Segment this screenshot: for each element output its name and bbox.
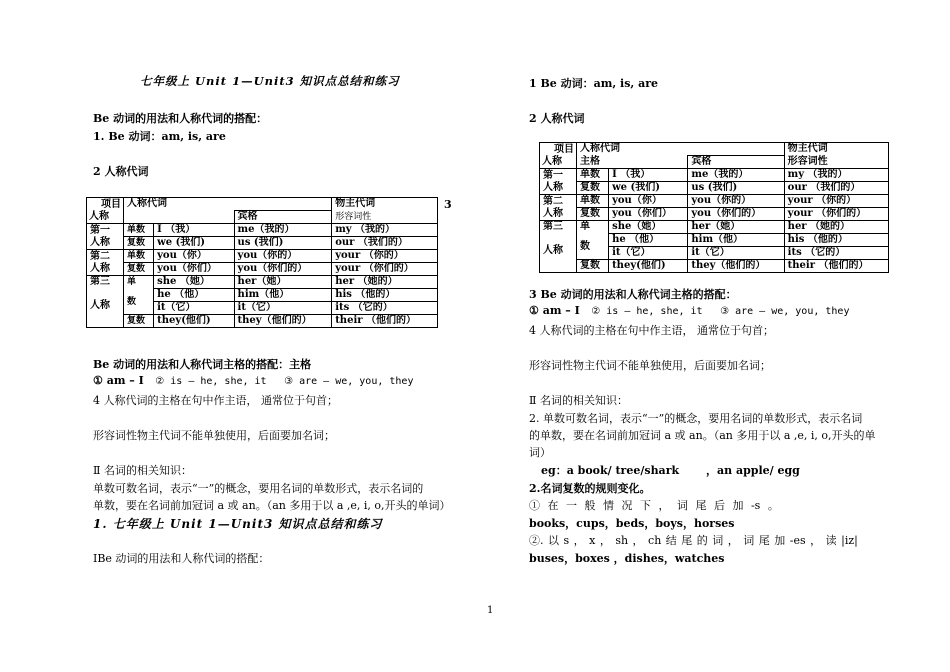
- right-p14: buses，boxes ，dishes，watches: [529, 552, 725, 565]
- cell: it（它）: [234, 302, 332, 315]
- cell: they（他们的）: [234, 315, 332, 328]
- page-number: 1: [487, 605, 494, 616]
- cell: I （我）: [609, 169, 688, 182]
- left-p6: 单数可数名词，表示“一”的概念，要用名词的单数形式，表示名词的: [93, 482, 424, 495]
- group-second: 第二 人称: [87, 250, 124, 276]
- num-label: 单数: [124, 224, 154, 237]
- num-label: 单 数: [124, 276, 154, 315]
- right-p12: books，cups，beds，boys，horses: [529, 517, 735, 530]
- cell: they（他们的）: [688, 260, 784, 273]
- num-label: 单数: [577, 169, 609, 182]
- left-pronoun-table: [86, 197, 438, 328]
- right-p5: Ⅱ 名词的相关知识：: [529, 394, 628, 407]
- cell: us (我们): [688, 182, 784, 195]
- cell: he （他）: [609, 234, 688, 247]
- cell: your （你们的）: [784, 208, 888, 221]
- right-p13: ②. 以 s ， x ， sh ， ch 结 尾 的 词 ， 词 尾 加 -es ， 读 |iz|: [529, 534, 858, 547]
- cell: your （你们的）: [332, 263, 438, 276]
- num-label: 复数: [124, 263, 154, 276]
- cell: she （她）: [154, 276, 234, 289]
- cell: us (我们): [234, 237, 332, 250]
- cell: you（你们）: [154, 263, 234, 276]
- left-p5: Ⅱ 名词的相关知识：: [93, 464, 192, 477]
- table-header-blank: [124, 211, 235, 224]
- cell: it（它）: [609, 247, 688, 260]
- right-p9a: eg：a book/ tree/shark: [541, 464, 680, 477]
- group-first: 第一 人称: [540, 169, 577, 195]
- right-p1: 3 Be 动词的用法和人称代词主格的搭配：: [529, 288, 737, 301]
- group-third: 第三 人称: [540, 221, 577, 273]
- cell: our （我们的）: [784, 182, 888, 195]
- right-p2: ① am – I ② is — he, she, it ③ are – we, you, they: [529, 304, 850, 317]
- left-title-2: 1. 七年级上 Unit 1—Unit3 知识点总结和练习: [93, 517, 383, 531]
- left-p4: 形容词性物主代词不能单独使用，后面要加名词；: [93, 429, 335, 442]
- cell: her （她的）: [784, 221, 888, 234]
- cell: I （我）: [154, 224, 234, 237]
- right-line-2: 2 人称代词: [529, 112, 585, 125]
- num-label: 复数: [577, 182, 609, 195]
- cell: they(他们): [609, 260, 688, 273]
- table-header-adj: 形容词性: [784, 156, 888, 169]
- cell: me（我的）: [688, 169, 784, 182]
- cell: we (我们): [609, 182, 688, 195]
- cell: you（你们）: [609, 208, 688, 221]
- left-p1: Be 动词的用法和人称代词主格的搭配：主格: [93, 358, 312, 371]
- table-header-subj: 主格: [577, 156, 688, 169]
- left-p3: 4 人称代词的主格在句中作主语， 通常位于句首；: [93, 394, 338, 407]
- cell: me（我的）: [234, 224, 332, 237]
- right-p10: 2.名词复数的规则变化。: [529, 482, 651, 495]
- cell: our （我们的）: [332, 237, 438, 250]
- cell: their （他们的）: [332, 315, 438, 328]
- cell: his （他的）: [784, 234, 888, 247]
- left-title: 七年级上 Unit 1—Unit3 知识点总结和练习: [140, 74, 400, 88]
- table-header-cell: 项目 人称: [87, 198, 124, 224]
- left-line-2: 1. Be 动词：am, is, are: [93, 130, 226, 143]
- cell: their （他们的）: [784, 260, 888, 273]
- table-header-cell: 项目 人称: [540, 143, 577, 169]
- left-p7: 单数，要在名词前加冠词 a 或 an。（an 多用于以 a ,e, i, o,开头的单词）: [93, 499, 451, 512]
- table-header-obj: 宾格: [234, 211, 332, 224]
- cell: your （你的）: [332, 250, 438, 263]
- group-second: 第二 人称: [540, 195, 577, 221]
- right-p9b: ，an apple/ egg: [706, 464, 800, 477]
- cell: she（她）: [609, 221, 688, 234]
- right-p3: 4 人称代词的主格在句中作主语， 通常位于句首；: [529, 324, 774, 337]
- cell: you（你们的）: [688, 208, 784, 221]
- left-line-1: Be 动词的用法和人称代词的搭配：: [93, 112, 268, 125]
- right-p7: 的单数，要在名词前加冠词 a 或 an。（an 多用于以 a ,e, i, o,开头的单: [529, 429, 876, 442]
- right-line-1: 1 Be 动词：am, is, are: [529, 77, 658, 90]
- group-first: 第一 人称: [87, 224, 124, 250]
- table-header-obj: 宾格: [688, 156, 784, 169]
- cell: you（你）: [609, 195, 688, 208]
- num-label: 复数: [577, 208, 609, 221]
- table-header-pron: 人称代词: [124, 198, 332, 211]
- cell: my （我的）: [784, 169, 888, 182]
- cell: her （她的）: [332, 276, 438, 289]
- right-p6: 2. 单数可数名词，表示“一”的概念，要用名词的单数形式，表示名词: [529, 412, 863, 425]
- left-p8: ⅠBe 动词的用法和人称代词的搭配：: [93, 552, 270, 565]
- cell: her（她）: [688, 221, 784, 234]
- num-label: 复数: [577, 260, 609, 273]
- cell: her（她）: [234, 276, 332, 289]
- cell: my （我的）: [332, 224, 438, 237]
- table-header-pron: 人称代词: [577, 143, 785, 156]
- group-third: 第三 人称: [87, 276, 124, 328]
- cell: it（它）: [688, 247, 784, 260]
- cell: him（他）: [234, 289, 332, 302]
- num-label: 复数: [124, 237, 154, 250]
- num-label: 单数: [577, 195, 609, 208]
- num-label: 单数: [124, 250, 154, 263]
- num-label: 单 数: [577, 221, 609, 260]
- cell: your （你的）: [784, 195, 888, 208]
- cell: you（你）: [154, 250, 234, 263]
- cell: you（你们的）: [234, 263, 332, 276]
- left-side-number: 3: [444, 198, 452, 211]
- left-p2: ① am – I ② is — he, she, it ③ are – we, you, they: [93, 374, 414, 387]
- right-p8: 词）: [529, 446, 551, 459]
- cell: you（你的）: [688, 195, 784, 208]
- num-label: 复数: [124, 315, 154, 328]
- cell: it（它）: [154, 302, 234, 315]
- cell: they(他们): [154, 315, 234, 328]
- cell: you（你的）: [234, 250, 332, 263]
- left-line-3: 2 人称代词: [93, 165, 149, 178]
- right-p4: 形容词性物主代词不能单独使用，后面要加名词；: [529, 359, 771, 372]
- right-pronoun-table: [539, 142, 889, 273]
- cell: its （它的）: [332, 302, 438, 315]
- cell: his （他的）: [332, 289, 438, 302]
- table-header-adj: 形容词性: [332, 211, 438, 224]
- table-header-poss: 物主代词: [784, 143, 888, 156]
- cell: him（他）: [688, 234, 784, 247]
- cell: he （他）: [154, 289, 234, 302]
- table-header-poss: 物主代词: [332, 198, 438, 211]
- cell: we (我们): [154, 237, 234, 250]
- right-p11: ① 在 一 般 情 况 下 ， 词 尾 后 加 -s 。: [529, 499, 779, 512]
- cell: its （它的）: [784, 247, 888, 260]
